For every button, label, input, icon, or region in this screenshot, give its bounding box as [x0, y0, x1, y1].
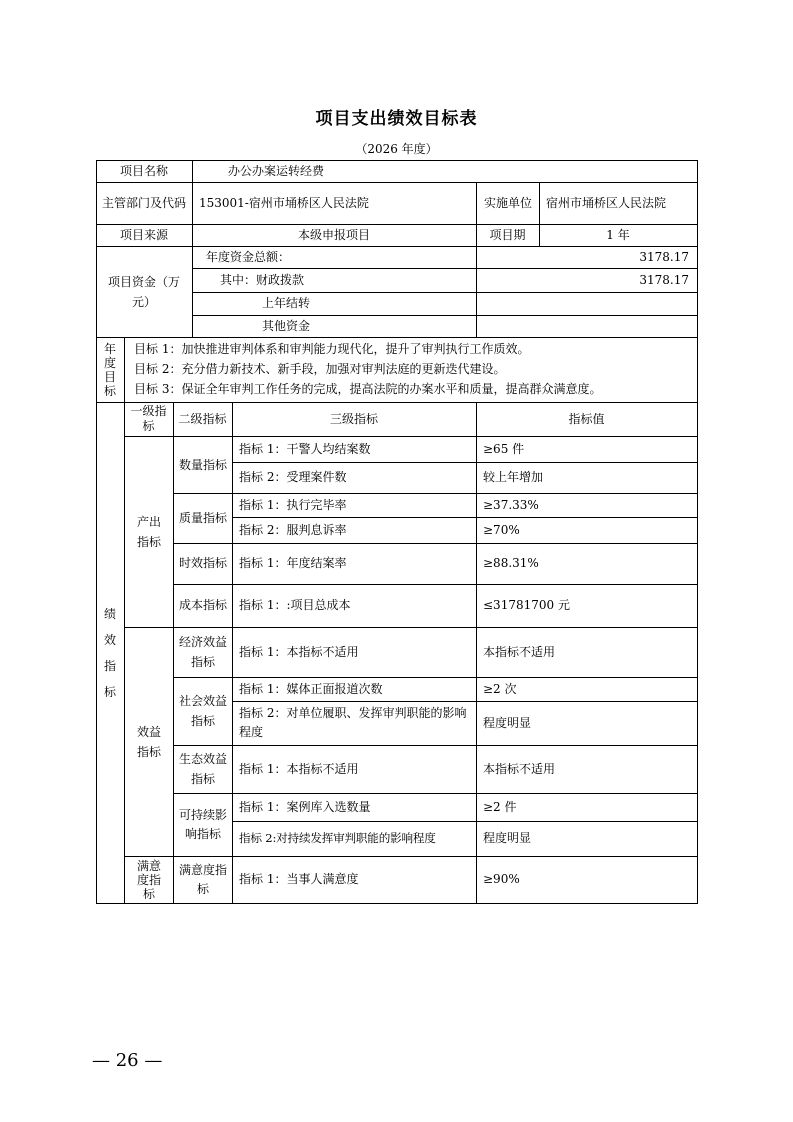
- project-name-label: 项目名称: [119, 163, 168, 178]
- page-number: — 26 —: [92, 1050, 163, 1071]
- dept-label: 主管部门及代码: [101, 196, 186, 210]
- indicator-value: ≥88.31%: [483, 556, 539, 570]
- level2-quality: 质量指标: [178, 511, 227, 525]
- level1-satisfaction: 满意度指标: [136, 858, 161, 901]
- perf-indicators-label: 绩效指标: [103, 606, 116, 699]
- indicator-row: 指标 1：干警人均结案数: [239, 441, 371, 456]
- level1-benefit: 效益指标: [136, 724, 161, 759]
- indicator-value: ≥37.33%: [483, 497, 539, 512]
- level1-output: 产出指标: [136, 514, 161, 549]
- level2-satisfaction: 满意度指标: [178, 862, 227, 896]
- indicator-value: ≥90%: [483, 872, 520, 886]
- funds-fiscal-value: 3178.17: [639, 272, 689, 287]
- dept-code: 153001-宿州市埇桥区人民法院: [199, 195, 369, 210]
- project-period: 1 年: [606, 227, 630, 242]
- indicator-row: 指标 1：当事人满意度: [239, 872, 359, 886]
- indicator-row: 指标 2:对持续发挥审判职能的影响程度: [239, 831, 436, 845]
- indicator-row: 指标 2：对单位履职、发挥审判职能的影响程度: [239, 706, 467, 739]
- level2-timeliness: 时效指标: [178, 556, 227, 570]
- funds-total-label: 年度资金总额：: [206, 249, 291, 264]
- goal-1: 目标 1：加快推进审判体系和审判能力现代化，提升了审判执行工作质效。: [134, 341, 530, 356]
- level2-quantity: 数量指标: [178, 457, 227, 472]
- indicator-row: 指标 1：本指标不适用: [239, 644, 359, 659]
- indicator-row: 指标 1：:项目总成本: [239, 598, 351, 612]
- year-subtitle: （2026 年度）: [355, 142, 438, 156]
- period-label: 项目期: [489, 227, 526, 242]
- project-name: 办公办案运转经费: [228, 163, 325, 178]
- indicator-row: 指标 1：执行完毕率: [239, 497, 347, 512]
- funds-fiscal-label: 其中：财政拨款: [220, 272, 305, 287]
- header-level1: 一级指标: [130, 404, 167, 433]
- indicator-value: 程度明显: [483, 831, 532, 845]
- level2-sustainable: 可持续影响指标: [178, 807, 227, 841]
- indicator-value: ≥2 次: [483, 681, 517, 696]
- indicator-row: 指标 1：案例库入选数量: [239, 799, 371, 814]
- indicator-value: ≥70%: [483, 522, 520, 537]
- page-title: 项目支出绩效目标表: [315, 109, 478, 129]
- indicator-value: 本指标不适用: [483, 761, 556, 776]
- indicator-row: 指标 1：本指标不适用: [239, 761, 359, 776]
- funds-other-value: [476, 315, 697, 337]
- level2-economic: 经济效益指标: [178, 635, 227, 669]
- indicator-value: 较上年增加: [483, 470, 544, 484]
- indicator-value: ≤31781700 元: [483, 598, 570, 612]
- header-value: 指标值: [568, 411, 605, 426]
- goal-2: 目标 2：充分借力新技术、新手段，加强对审判法庭的更新迭代建设。: [134, 361, 506, 376]
- level2-social: 社会效益指标: [178, 694, 227, 728]
- indicator-row: 指标 1：年度结案率: [239, 556, 347, 570]
- funds-other-label: 其他资金: [262, 318, 311, 333]
- indicator-value: ≥2 件: [483, 799, 517, 814]
- level2-ecological: 生态效益指标: [178, 752, 227, 786]
- indicator-row: 指标 1：媒体正面报道次数: [239, 681, 383, 696]
- indicator-row: 指标 2：服判息诉率: [239, 522, 347, 537]
- annual-goals-label: 年度目标: [103, 341, 116, 398]
- impl-label: 实施单位: [484, 196, 533, 210]
- indicator-row: 指标 2：受理案件数: [239, 470, 347, 484]
- funds-label: 项目资金（万元）: [107, 274, 180, 309]
- indicator-value: 本指标不适用: [483, 644, 556, 659]
- header-level2: 二级指标: [178, 411, 227, 426]
- source-label: 项目来源: [119, 227, 168, 242]
- funds-carryover-label: 上年结转: [262, 296, 311, 310]
- project-source: 本级申报项目: [297, 227, 370, 242]
- indicator-value: ≥65 件: [483, 441, 525, 456]
- funds-carryover-value: [476, 292, 697, 315]
- funds-total-value: 3178.17: [639, 249, 689, 264]
- header-level3: 三级指标: [329, 411, 378, 426]
- goal-3: 目标 3：保证全年审判工作任务的完成，提高法院的办案水平和质量，提高群众满意度。: [134, 382, 602, 396]
- indicator-value: 程度明显: [483, 715, 532, 730]
- level2-cost: 成本指标: [178, 598, 227, 612]
- impl-unit: 宿州市埇桥区人民法院: [546, 195, 667, 210]
